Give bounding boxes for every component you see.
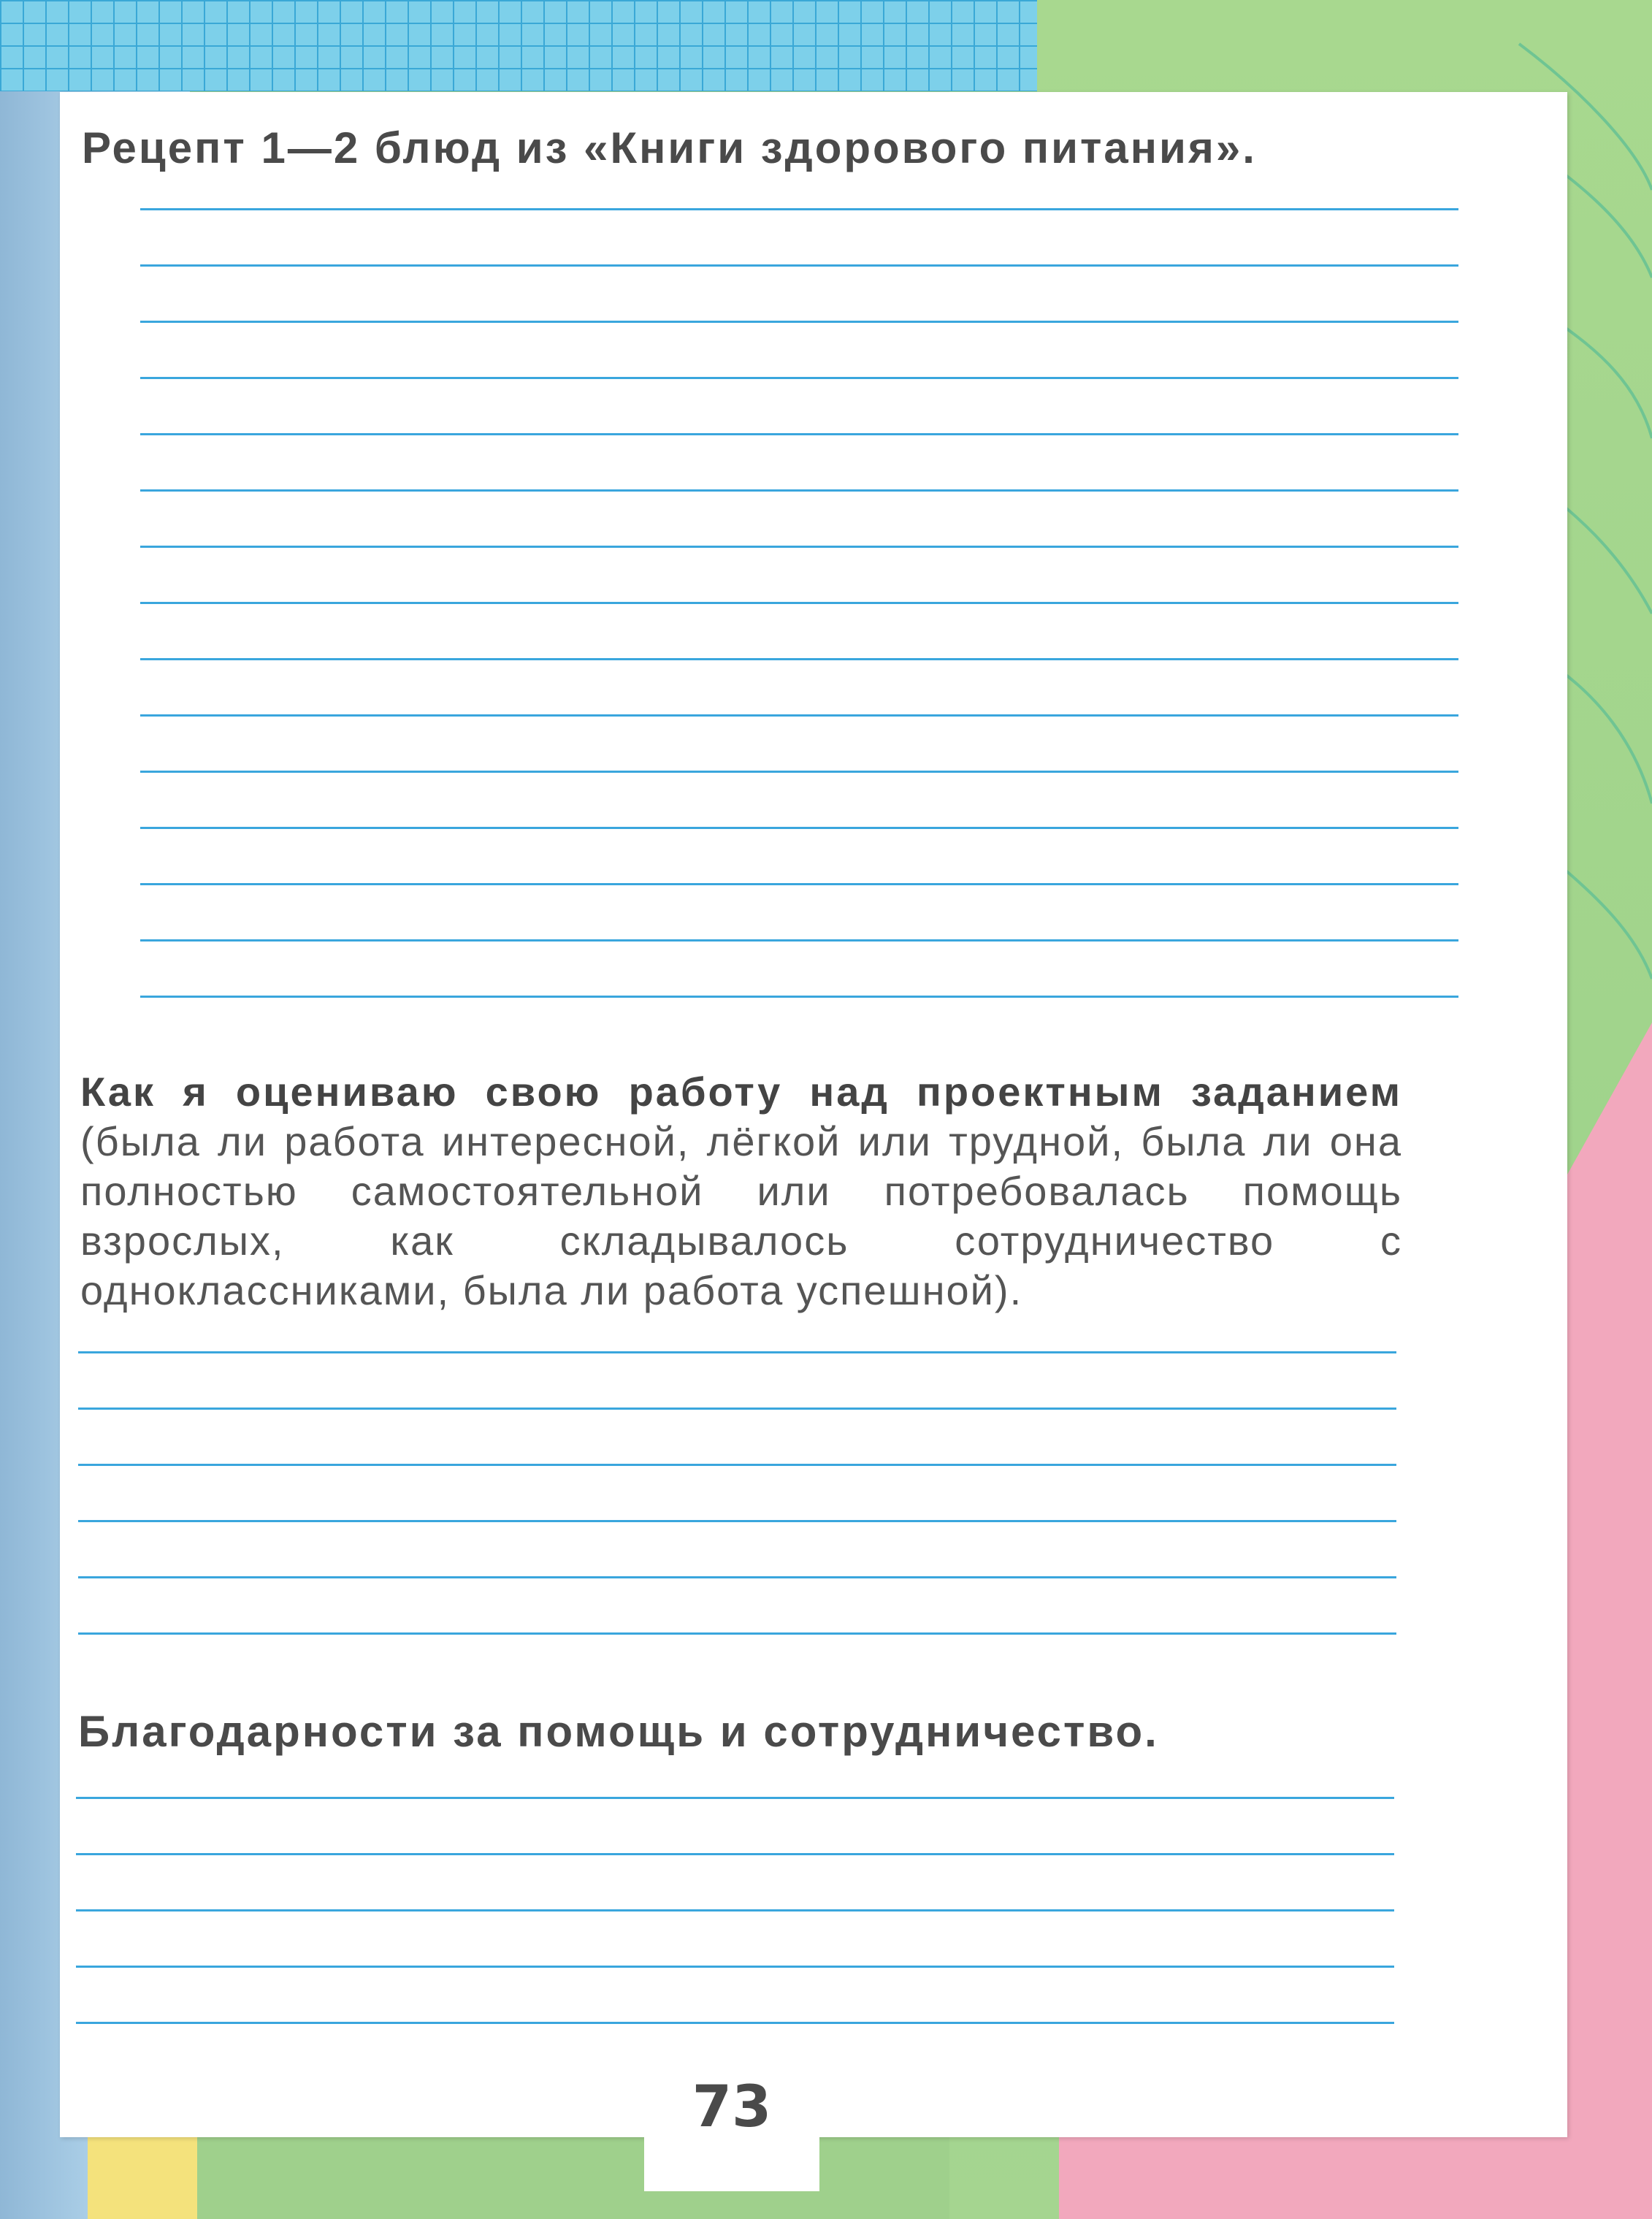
writing-line[interactable] <box>76 1911 1394 1968</box>
writing-line[interactable] <box>140 154 1458 210</box>
writing-line[interactable] <box>140 379 1458 435</box>
evaluation-section-prompt: (была ли работа интересной, лёгкой или трудной, была ли она полностью самостоятельной или потребовалась помощь взрослых, как складывалось сотрудничество с одноклассниками, была ли работа успешной). <box>80 1118 1402 1313</box>
writing-line[interactable] <box>140 660 1458 717</box>
evaluation-section-text <box>80 1067 1402 1315</box>
writing-line[interactable] <box>140 942 1458 998</box>
writing-line[interactable] <box>76 1743 1394 1799</box>
writing-line[interactable] <box>140 548 1458 604</box>
writing-line[interactable] <box>140 267 1458 323</box>
writing-line[interactable] <box>140 210 1458 267</box>
writing-line[interactable] <box>78 1297 1396 1353</box>
writing-line[interactable] <box>140 885 1458 942</box>
background-grid-strip <box>0 0 1037 91</box>
writing-line[interactable] <box>76 1968 1394 2024</box>
writing-line[interactable] <box>76 1855 1394 1911</box>
writing-line[interactable] <box>78 1353 1396 1410</box>
writing-line[interactable] <box>140 435 1458 492</box>
writing-line[interactable] <box>78 1410 1396 1466</box>
recipe-section-title: Рецепт 1—2 блюд из «Книги здорового питания». <box>82 123 1257 172</box>
evaluation-writing-lines[interactable] <box>78 1297 1396 1635</box>
recipe-writing-lines[interactable] <box>140 154 1458 998</box>
worksheet-page <box>60 92 1567 2137</box>
writing-line[interactable] <box>140 323 1458 379</box>
writing-line[interactable] <box>78 1578 1396 1635</box>
thanks-writing-lines[interactable] <box>76 1743 1394 2024</box>
thanks-section-title: Благодарности за помощь и сотрудничество. <box>78 1707 1159 1756</box>
writing-line[interactable] <box>140 829 1458 885</box>
writing-line[interactable] <box>76 1799 1394 1855</box>
writing-line[interactable] <box>78 1522 1396 1578</box>
writing-line[interactable] <box>140 604 1458 660</box>
writing-line[interactable] <box>140 773 1458 829</box>
writing-line[interactable] <box>140 492 1458 548</box>
evaluation-section-title: Как я оцениваю свою работу над проектным заданием <box>80 1069 1402 1115</box>
writing-line[interactable] <box>78 1466 1396 1522</box>
writing-line[interactable] <box>140 717 1458 773</box>
page-number: 73 <box>692 2074 772 2140</box>
